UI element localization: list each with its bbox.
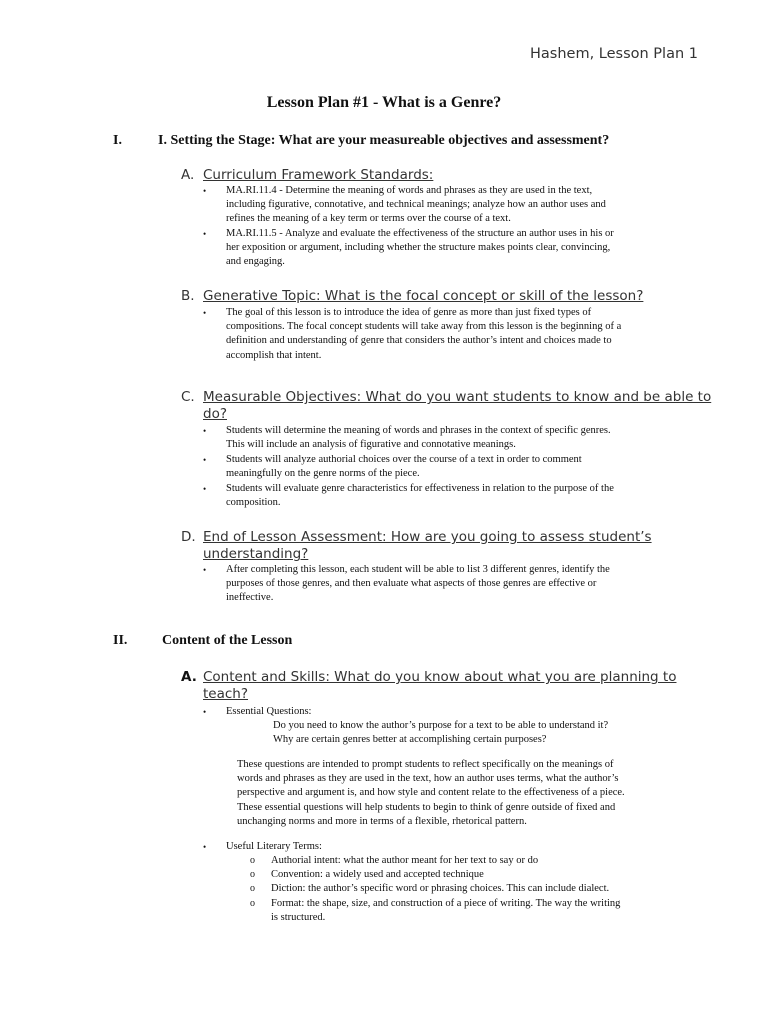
essential-questions-label: Essential Questions: <box>226 706 312 717</box>
essential-questions: Do you need to know the author’s purpose for a text to be able to understand it? Why are certain genres better at accomplishing certain purposes? <box>273 720 609 746</box>
circle-bullet-icon: o <box>250 869 255 880</box>
standard-bullet-2: MA.RI.11.5 - Analyze and evaluate the effectiveness of the structure an author uses in his or her exposition or argument, including whether the structure makes points clear, convincing, and engaging. <box>226 228 614 268</box>
bullet-icon: • <box>203 426 207 436</box>
literary-term-item: Convention: a widely used and accepted technique <box>271 869 484 880</box>
section-1-title: I. Setting the Stage: What are your measureable objectives and assessment? <box>158 133 610 148</box>
content-subsection-a-letter: A. <box>181 669 197 685</box>
objective-bullet-3: Students will evaluate genre characteristics for effectiveness in relation to the purpose of the composition. <box>226 483 614 509</box>
subsection-c-letter: C. <box>181 389 195 405</box>
subsection-d-heading: End of Lesson Assessment: How are you going to assess student’s understanding? <box>203 529 652 562</box>
circle-bullet-icon: o <box>250 855 255 866</box>
assessment-bullet: After completing this lesson, each student will be able to list 3 different genres, identify the purposes of those genres, and then evaluate what aspects of those genres are effective or ineffective. <box>226 564 610 604</box>
objective-bullet-1: Students will determine the meaning of words and phrases in the context of specific genres. This will include an analysis of figurative and connotative meanings. <box>226 425 611 451</box>
circle-bullet-icon: o <box>250 883 255 894</box>
circle-bullet-icon: o <box>250 898 255 909</box>
section-2-number: II. <box>113 633 128 648</box>
literary-terms-label: Useful Literary Terms: <box>226 841 322 852</box>
bullet-icon: • <box>203 308 207 318</box>
document-title: Lesson Plan #1 - What is a Genre? <box>266 94 502 111</box>
literary-term-item: Diction: the author’s specific word or phrasing choices. This can include dialect. <box>271 883 610 894</box>
subsection-c-heading: Measurable Objectives: What do you want students to know and be able to do? <box>203 389 712 422</box>
literary-term-item: Authorial intent: what the author meant for her text to say or do <box>271 855 539 866</box>
subsection-d-letter: D. <box>181 529 196 545</box>
essential-questions-paragraph: These questions are intended to prompt students to reflect specifically on the meanings of words and phrases as they are used in the text, how an author uses terms, what the author’s perspective and argument is, and how style and content relate to the effectiveness of a piece. These essential questions will help students to begin to think of genre outside of fixed and unchanging norms and more in terms of a flexible, rhetorical pattern. <box>237 759 625 827</box>
bullet-icon: • <box>203 229 207 239</box>
bullet-icon: • <box>203 842 207 852</box>
subsection-b-letter: B. <box>181 288 195 304</box>
objective-bullet-2: Students will analyze authorial choices over the course of a text in order to comment meaningfully on the genre norms of the piece. <box>226 454 582 480</box>
bullet-icon: • <box>203 707 207 717</box>
content-subsection-a-heading: Content and Skills: What do you know about what you are planning to teach? <box>203 669 677 702</box>
bullet-icon: • <box>203 484 207 494</box>
subsection-b-heading: Generative Topic: What is the focal concept or skill of the lesson? <box>203 288 644 304</box>
literary-term-item: Format: the shape, size, and construction of a piece of writing. The way the writing is structured. <box>271 898 621 924</box>
page-header: Hashem, Lesson Plan 1 <box>529 46 698 62</box>
bullet-icon: • <box>203 565 207 575</box>
generative-topic-bullet: The goal of this lesson is to introduce the idea of genre as more than just fixed types of compositions. The focal concept students will take away from this lesson is the beginning of a definition and understanding of genre that considers the author’s intent and choices made to accomplish that intent. <box>226 307 622 361</box>
section-1-number: I. <box>113 133 122 148</box>
standard-bullet-1: MA.RI.11.4 - Determine the meaning of words and phrases as they are used in the text, including figurative, connotative, and technical meanings; analyze how an author uses and refines the meaning of a key term or terms over the course of a text. <box>226 185 606 225</box>
bullet-icon: • <box>203 186 207 196</box>
bullet-icon: • <box>203 455 207 465</box>
subsection-a-heading: Curriculum Framework Standards: <box>203 167 434 183</box>
subsection-a-letter: A. <box>181 167 195 183</box>
section-2-title: Content of the Lesson <box>162 633 293 648</box>
